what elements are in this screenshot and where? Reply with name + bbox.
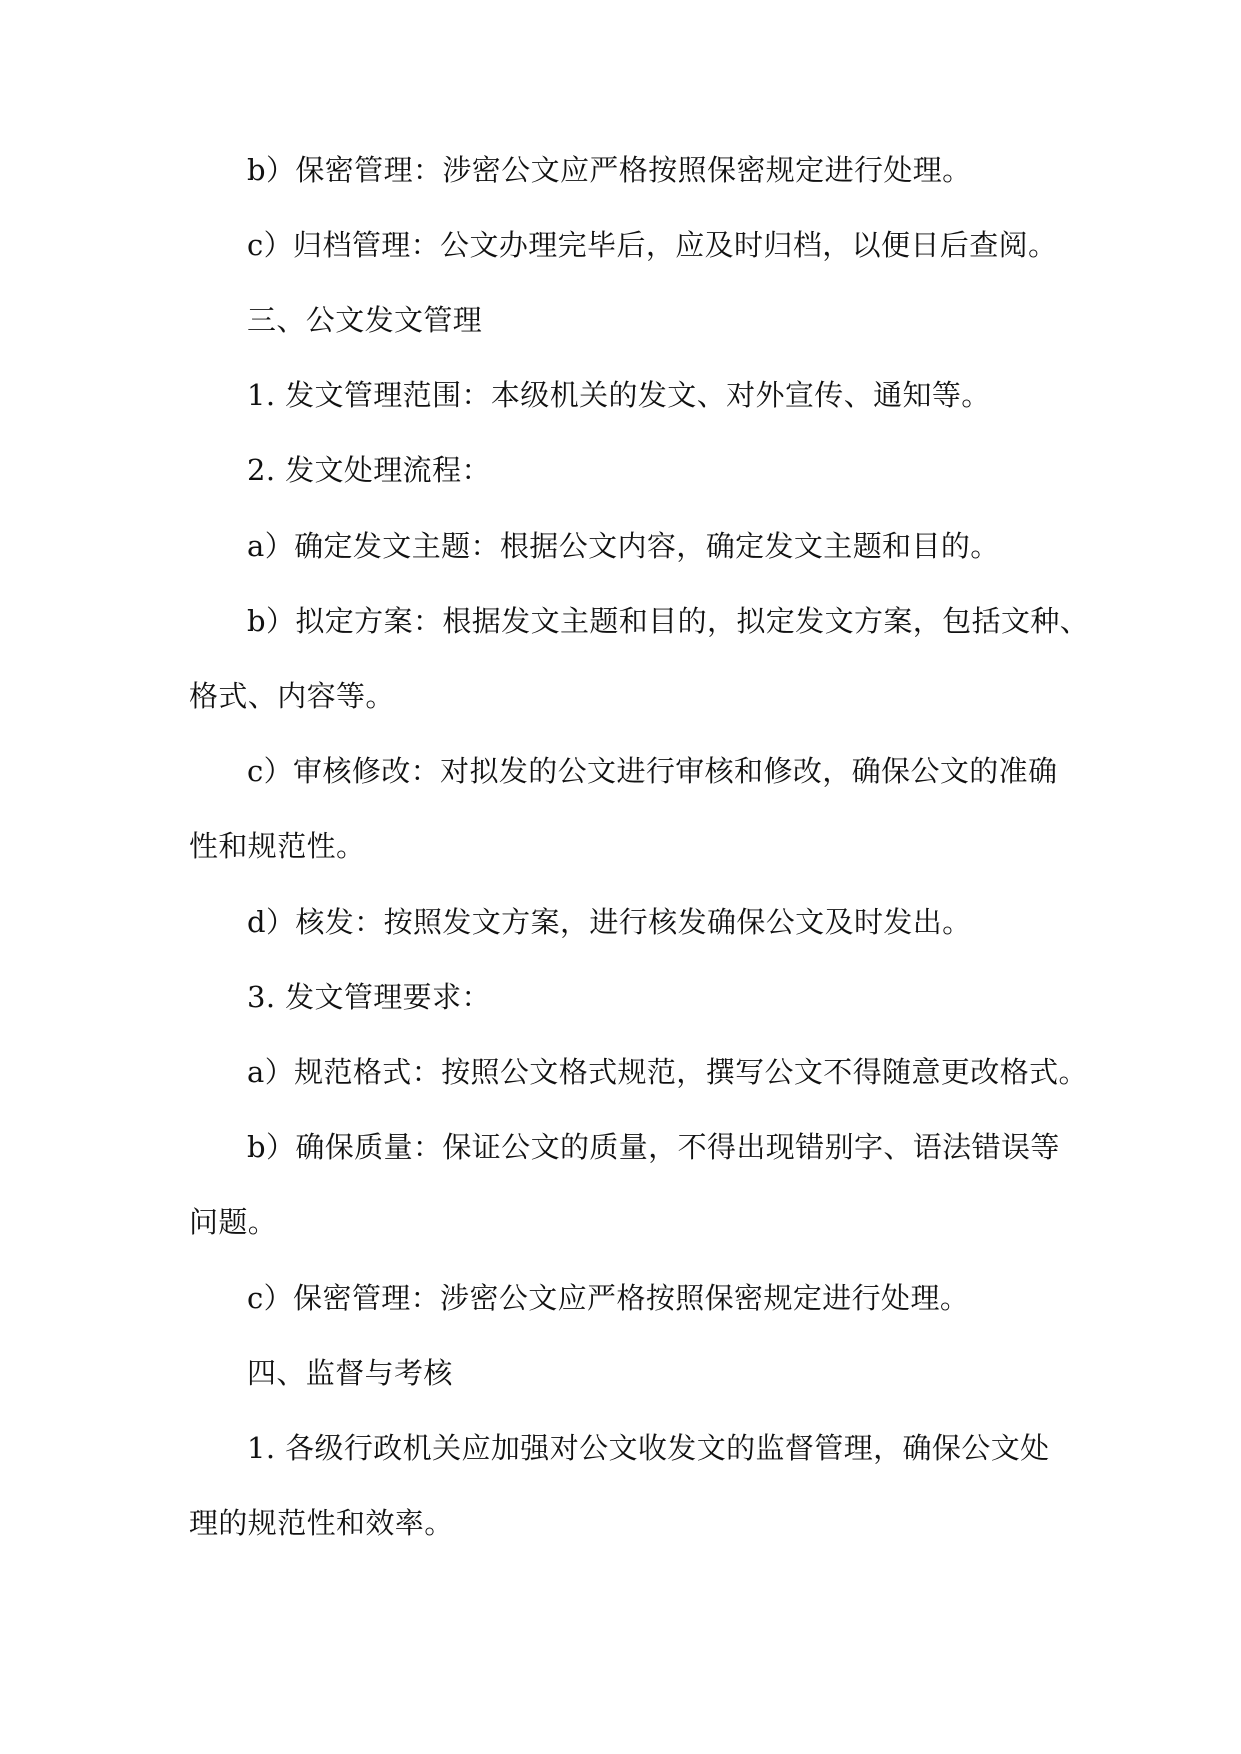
paragraph-line: c）审核修改：对拟发的公文进行审核和修改，确保公文的准确	[247, 754, 1058, 788]
paragraph-line: a）规范格式：按照公文格式规范，撰写公文不得随意更改格式。	[247, 1055, 1088, 1089]
paragraph-line: 2. 发文处理流程：	[247, 453, 491, 487]
paragraph-line: 1. 发文管理范围：本级机关的发文、对外宣传、通知等。	[247, 378, 991, 412]
paragraph-line: 格式、内容等。	[189, 679, 395, 713]
paragraph-line: c）保密管理：涉密公文应严格按照保密规定进行处理。	[247, 1281, 970, 1315]
paragraph-line: 3. 发文管理要求：	[247, 980, 491, 1014]
paragraph-line: 理的规范性和效率。	[189, 1506, 454, 1540]
paragraph-line: c）归档管理：公文办理完毕后，应及时归档，以便日后查阅。	[247, 228, 1058, 262]
paragraph-line: 1. 各级行政机关应加强对公文收发文的监督管理，确保公文处	[247, 1431, 1050, 1465]
paragraph-line: d）核发：按照发文方案，进行核发确保公文及时发出。	[247, 905, 972, 939]
paragraph-line: b）保密管理：涉密公文应严格按照保密规定进行处理。	[247, 153, 972, 187]
section-heading: 四、监督与考核	[247, 1356, 453, 1390]
paragraph-line: b）确保质量：保证公文的质量，不得出现错别字、语法错误等	[247, 1130, 1060, 1164]
paragraph-line: b）拟定方案：根据发文主题和目的，拟定发文方案，包括文种、	[247, 604, 1090, 638]
paragraph-line: 性和规范性。	[189, 829, 366, 863]
paragraph-line: 问题。	[189, 1205, 278, 1239]
paragraph-line: a）确定发文主题：根据公文内容，确定发文主题和目的。	[247, 529, 1000, 563]
section-heading: 三、公文发文管理	[247, 303, 483, 337]
